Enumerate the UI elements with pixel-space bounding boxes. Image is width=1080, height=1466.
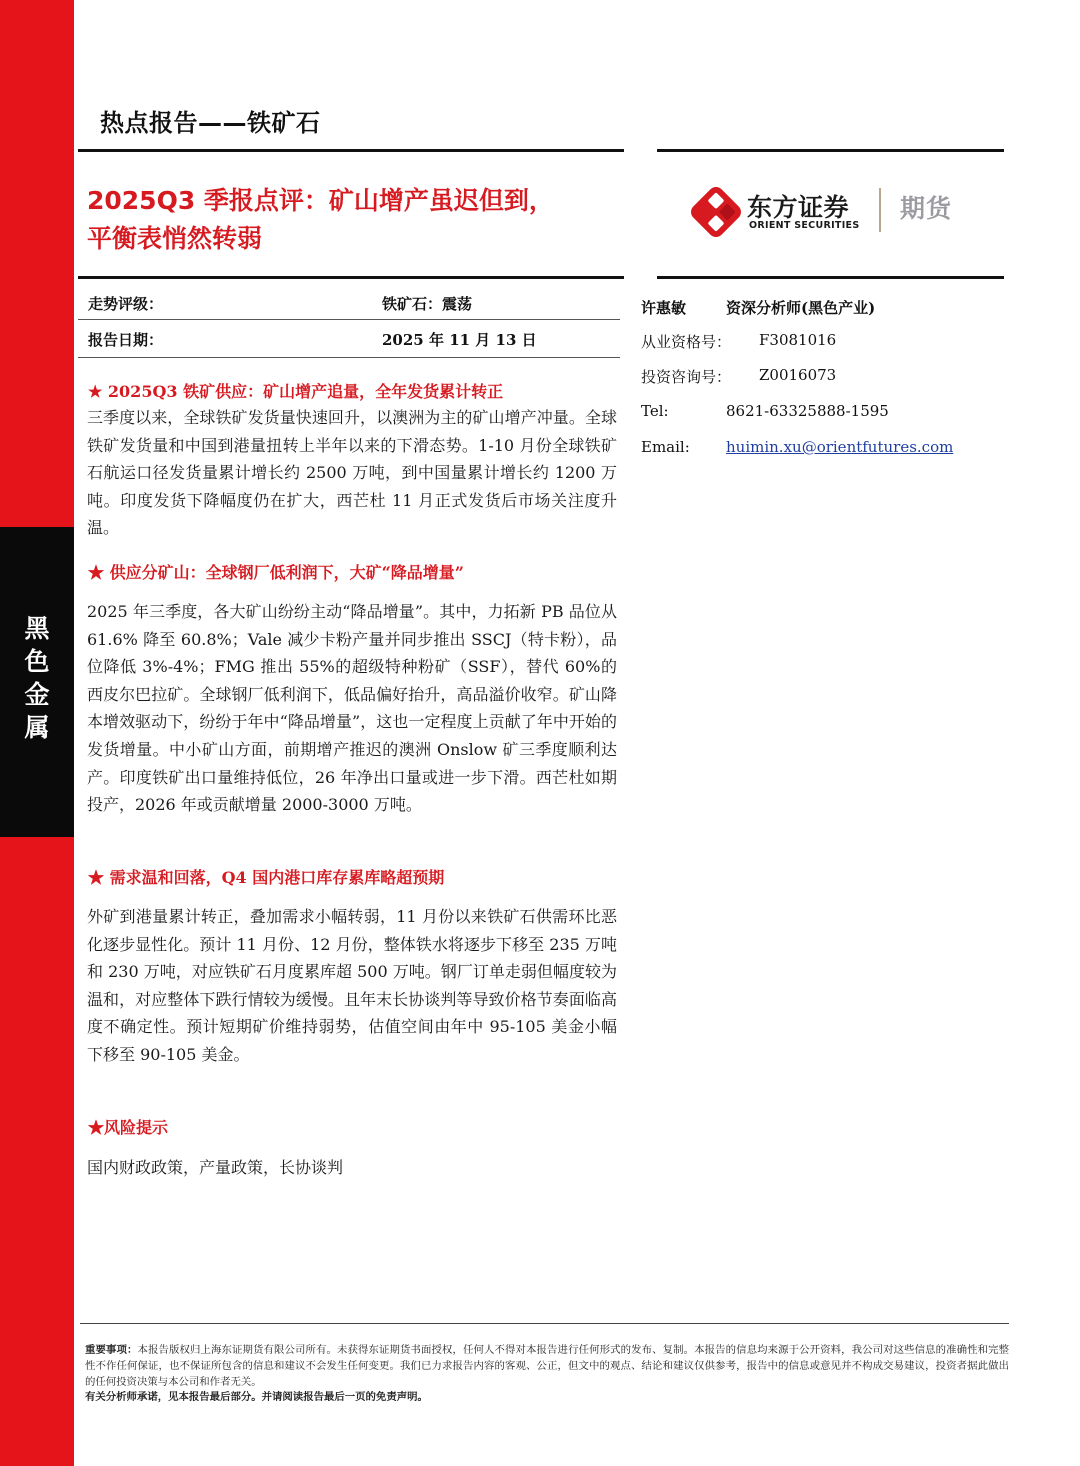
page-title-line: 2025Q3 季报点评：矿山增产虽迟但到， [87, 186, 554, 215]
disclaimer-label: 重要事项： [85, 1344, 138, 1356]
section-heading: ★ 2025Q3 铁矿供应：矿山增产追量，全年发货累计转正 [88, 382, 504, 401]
disclaimer-text: 本报告版权归上海东证期货有限公司所有。未获得东证期货书面授权，任何人不得对本报告进行任何形式的发布、复制。本报告的信息均来源于公开资料，我公司对这些信息的准确性和完整性不作任何保证，也不保证所包含的信息和建议不会发生任何变更。我们已力求报告内容的客观、公正，但文中的观点、结论和建议仅供参考，报告中的信息或意见并不构成交易建议，投资者据此做出的任何投资决策与本公司和作者无关。 [85, 1344, 1010, 1388]
section-heading: ★风险提示 [88, 1118, 169, 1137]
section-body: 2025 年三季度，各大矿山纷纷主动“降品增量”。其中，力拓新 PB 品位从 61.6% 降至 60.8%；Vale 减少卡粉产量并同步推出 SSCJ（特卡粉），品位降低 3%-4%；FMG 推出 55%的超级特种粉矿（SSF），替代 60%的西皮尔巴拉矿。全球钢厂低利润下，低品偏好抬升，高品溢价收窄。矿山降本增效驱动下，纷纷于年中“降品增量”，这也一定程度上贡献了年中开始的发货增量。中小矿山方面，前期增产推迟的澳洲 Onslow 矿三季度顺利达产。印度铁矿出口量维持低位，26 年净出口量或进一步下滑。西芒杜如期投产，2026 年或贡献增量 2000-3000 万吨。 [87, 602, 617, 815]
license-label: 从业资格号： [641, 333, 732, 351]
page-title [87, 182, 607, 258]
sidebar-category-char: 金 [24, 680, 50, 709]
section-heading: ★ 需求温和回落，Q4 国内港口库存累库略超预期 [88, 868, 445, 887]
title-rule-left [78, 276, 624, 279]
section-body: 三季度以来，全球铁矿发货量快速回升，以澳洲为主的矿山增产冲量。全球铁矿发货量和中国到港量扭转上半年以来的下滑态势。1-10 月份全球铁矿石航运口径发货量累计增长约 2500 万吨，到中国量累计增长约 1200 万吨。印度发货下降幅度仍在扩大，西芒杜 11 月正式发货后市场关注度升温。 [87, 408, 617, 538]
page-title-line: 平衡表悄然转弱 [87, 224, 263, 253]
sidebar-category-char: 黑 [24, 614, 50, 643]
sidebar-category-label [0, 612, 74, 744]
tel-value: 8621-63325888-1595 [726, 402, 889, 420]
rating-label: 走势评级： [88, 295, 164, 313]
email-link[interactable]: huimin.xu@orientfutures.com [726, 438, 954, 456]
header-rule-right [657, 149, 1004, 152]
header-rule-left [78, 149, 624, 152]
advisory-value: Z0016073 [759, 366, 837, 384]
title-rule-right [657, 276, 1004, 279]
date-label: 报告日期： [88, 331, 164, 349]
license-value: F3081016 [759, 331, 837, 349]
sidebar-category-char: 属 [24, 713, 50, 742]
section-heading: ★ 供应分矿山：全球钢厂低利润下，大矿“降品增量” [88, 563, 464, 582]
logo-divider [879, 188, 881, 232]
disclaimer [85, 1343, 1009, 1406]
email-label: Email: [641, 438, 690, 456]
logo-division: 期货 [900, 194, 953, 223]
date-value: 2025 年 11 月 13 日 [382, 331, 537, 349]
logo-name-en: ORIENT SECURITIES [749, 220, 860, 231]
sidebar-category-char: 色 [24, 647, 50, 676]
logo-name-cn: 东方证券 [747, 193, 850, 222]
analyst-title: 资深分析师(黑色产业) [726, 299, 876, 317]
orient-logo-icon [690, 186, 742, 238]
tel-label: Tel: [641, 402, 669, 420]
report-type-heading: 热点报告——铁矿石 [100, 109, 321, 137]
meta-divider [78, 357, 620, 358]
company-logo [688, 182, 988, 240]
disclaimer-closing: 有关分析师承诺，见本报告最后部分。并请阅读报告最后一页的免责声明。 [85, 1391, 428, 1404]
rating-value: 铁矿石：震荡 [382, 295, 473, 313]
meta-divider [78, 319, 620, 320]
section-body: 外矿到港量累计转正，叠加需求小幅转弱，11 月份以来铁矿石供需环比恶化逐步显性化。预计 11 月份、12 月份，整体铁水将逐步下移至 235 万吨和 230 万吨，对应铁矿石月度累库超 500 万吨。钢厂订单走弱但幅度较为温和，对应整体下跌行情较为缓慢。且年末长协谈判等导致价格节奏面临高度不确定性。预计短期矿价维持弱势，估值空间由年中 95-105 美金小幅下移至 90-105 美金。 [87, 907, 617, 1064]
footer-rule [80, 1323, 1009, 1324]
analyst-name: 许惠敏 [641, 299, 687, 317]
advisory-label: 投资咨询号： [641, 368, 732, 386]
section-body: 国内财政政策，产量政策，长协谈判 [87, 1158, 344, 1177]
